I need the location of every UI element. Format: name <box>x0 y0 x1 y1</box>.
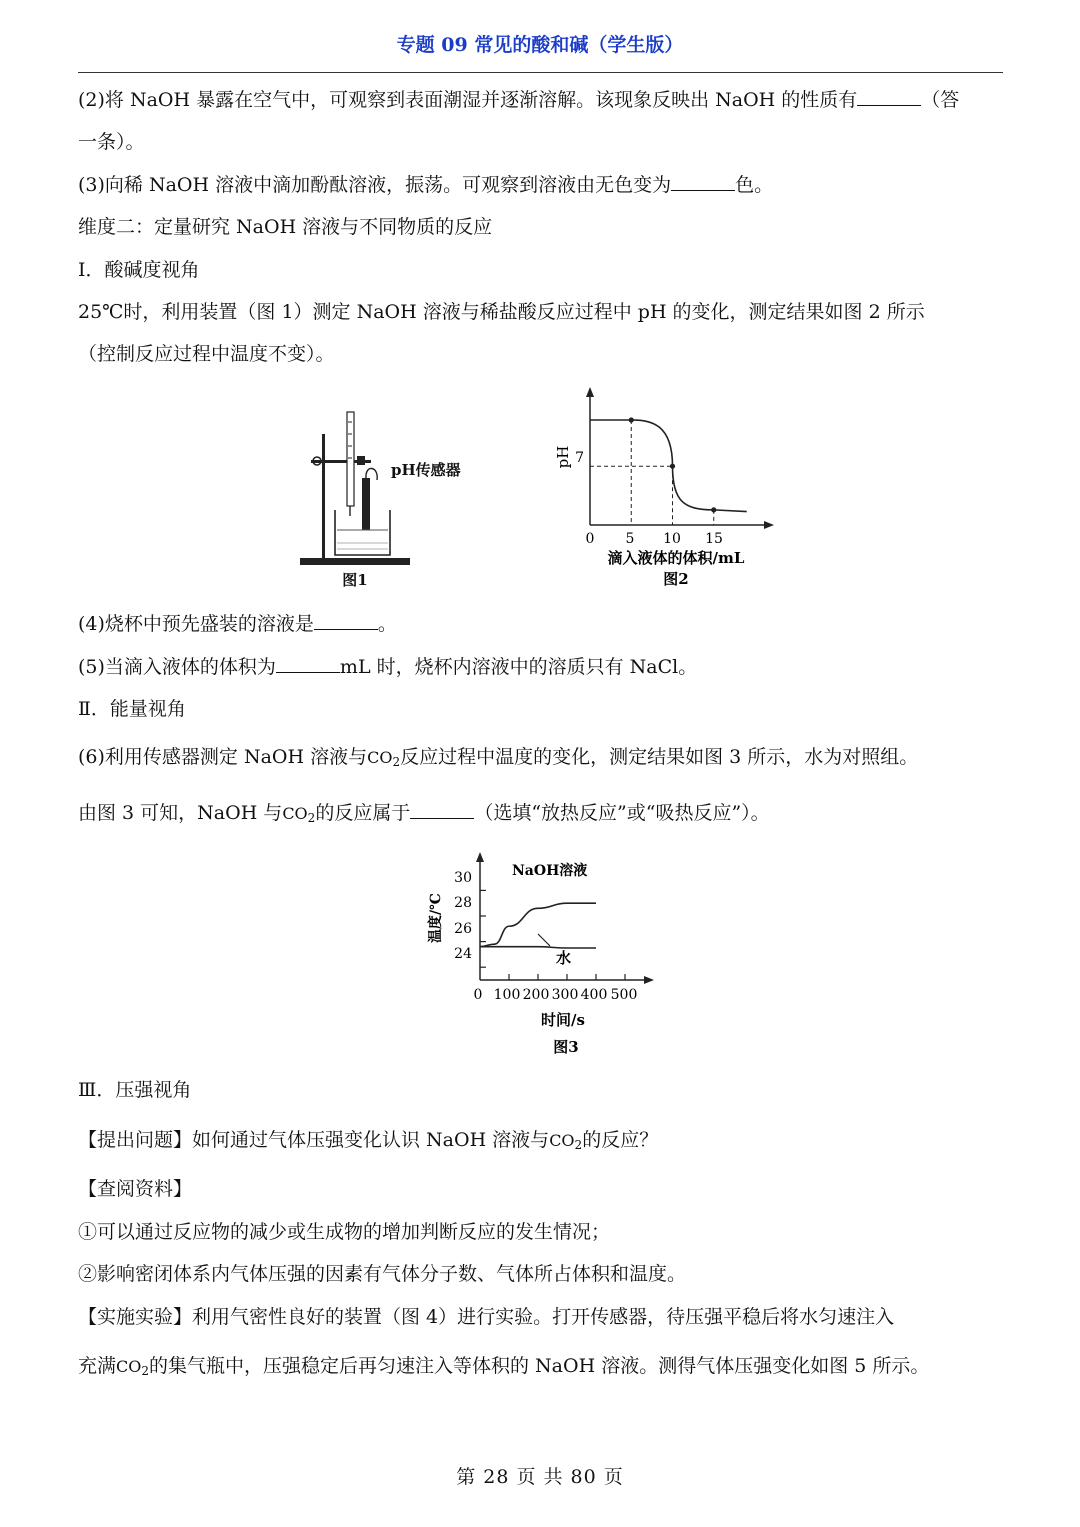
figure-2-ph-chart <box>550 385 780 593</box>
fig2-xtick-15: 15 <box>705 531 723 547</box>
section-1-heading: Ⅰ．酸碱度视角 <box>78 259 200 281</box>
fig2-ylabel: pH <box>554 445 572 469</box>
figure-3-temperature-chart <box>420 848 660 1060</box>
answer-blank-2[interactable] <box>857 89 921 106</box>
question-3: (3)向稀 NaOH 溶液中滴加酚酞溶液，振荡。可观察到溶液由无色变为 色。 <box>78 174 774 196</box>
question-6-line-2: 由图 3 可知，NaOH 与$CO_2$的反应属于 （选填“放热反应”或“吸热反应”）。 <box>78 802 770 825</box>
fig3-water-label: 水 <box>556 949 572 967</box>
fig3-xtick-300: 300 <box>551 987 579 1003</box>
question-4: (4)烧杯中预先盛装的溶液是 。 <box>78 613 397 635</box>
reference-item-2: ②影响密闭体系内气体压强的因素有气体分子数、气体所占体积和温度。 <box>78 1263 687 1285</box>
fig2-xtick-10: 10 <box>663 531 681 547</box>
fig3-xtick-500: 500 <box>610 987 638 1003</box>
answer-blank-4[interactable] <box>314 613 378 630</box>
fig2-ytick-7: 7 <box>575 450 584 466</box>
fig2-xlabel: 滴入液体的体积/mL <box>607 549 745 567</box>
section-3-heading: Ⅲ．压强视角 <box>78 1079 192 1101</box>
figure-2-caption: 图2 <box>663 570 689 588</box>
fig2-y-arrow <box>586 387 594 397</box>
fig3-ytick-30: 30 <box>454 870 472 886</box>
header-divider <box>78 72 1003 73</box>
section-2-heading: Ⅱ．能量视角 <box>78 698 186 720</box>
fig3-xtick-0: 0 <box>473 987 483 1003</box>
fig3-y-arrow <box>476 852 484 862</box>
fig2-point-1 <box>670 464 675 469</box>
intro-line-2: （控制反应过程中温度不变）。 <box>78 343 335 365</box>
fig3-ytick-28: 28 <box>454 895 472 911</box>
fig3-naoh-label: NaOH溶液 <box>512 863 588 879</box>
question-5: (5)当滴入液体的体积为 mL 时，烧杯内溶液中的溶质只有 NaCl。 <box>78 656 698 678</box>
reference-item-1: ①可以通过反应物的减少或生成物的增加判断反应的发生情况； <box>78 1221 611 1243</box>
fig3-xtick-400: 400 <box>580 987 608 1003</box>
answer-blank-3[interactable] <box>671 174 735 191</box>
question-6-line-1: (6)利用传感器测定 NaOH 溶液与$CO_2$反应过程中温度的变化，测定结果如图 3 所示，水为对照组。 <box>78 746 919 769</box>
reference-heading: 【查阅资料】 <box>78 1178 193 1200</box>
ask-question-line: 【提出问题】如何通过气体压强变化认识 NaOH 溶液与$CO_2$的反应？ <box>78 1129 659 1152</box>
fig3-x-arrow <box>644 976 654 984</box>
experiment-line-2: 充满$CO_2$的集气瓶中，压强稳定后再匀速注入等体积的 NaOH 溶液。测得气体压强变化如图 5 所示。 <box>78 1355 930 1378</box>
answer-blank-6[interactable] <box>410 802 474 819</box>
fig2-xtick-5: 5 <box>625 531 635 547</box>
ph-sensor-label: pH传感器 <box>391 461 461 479</box>
fig2-xtick-0: 0 <box>585 531 595 547</box>
figure-1-caption: 图1 <box>342 571 368 589</box>
page-footer: 第 28 页 共 80 页 <box>456 1466 624 1488</box>
fig3-naoh-curve <box>480 903 596 947</box>
fig2-x-arrow <box>764 521 774 529</box>
fig3-water-curve <box>480 947 596 948</box>
fig3-xtick-200: 200 <box>522 987 550 1003</box>
intro-line-1: 25℃时，利用装置（图 1）测定 NaOH 溶液与稀盐酸反应过程中 pH 的变化，测定结果如图 2 所示 <box>78 301 925 323</box>
fig2-point-2 <box>711 507 716 512</box>
dimension-2-heading: 维度二：定量研究 NaOH 溶液与不同物质的反应 <box>78 216 493 238</box>
fig3-ylabel: 温度/℃ <box>428 893 444 943</box>
question-2-line-1: (2)将 NaOH 暴露在空气中，可观察到表面潮湿并逐渐溶解。该现象反映出 NaOH 的性质有 （答 <box>78 89 960 111</box>
fig3-water-leader <box>538 934 550 946</box>
experiment-line-1: 【实施实验】利用气密性良好的装置（图 4）进行实验。打开传感器，待压强平稳后将水匀速注入 <box>78 1306 895 1328</box>
fig3-ytick-26: 26 <box>454 921 472 937</box>
figure-1-apparatus <box>295 398 495 594</box>
question-2-line-2: 一条）。 <box>78 131 145 153</box>
fig3-xlabel: 时间/s <box>541 1011 585 1029</box>
fig2-point-0 <box>629 417 634 422</box>
figure-3-caption: 图3 <box>553 1038 579 1056</box>
page-header-title: 专题 09 常见的酸和碱（学生版） <box>396 34 684 56</box>
answer-blank-5[interactable] <box>276 656 340 673</box>
fig3-ytick-24: 24 <box>454 946 472 962</box>
fig3-xtick-100: 100 <box>493 987 521 1003</box>
